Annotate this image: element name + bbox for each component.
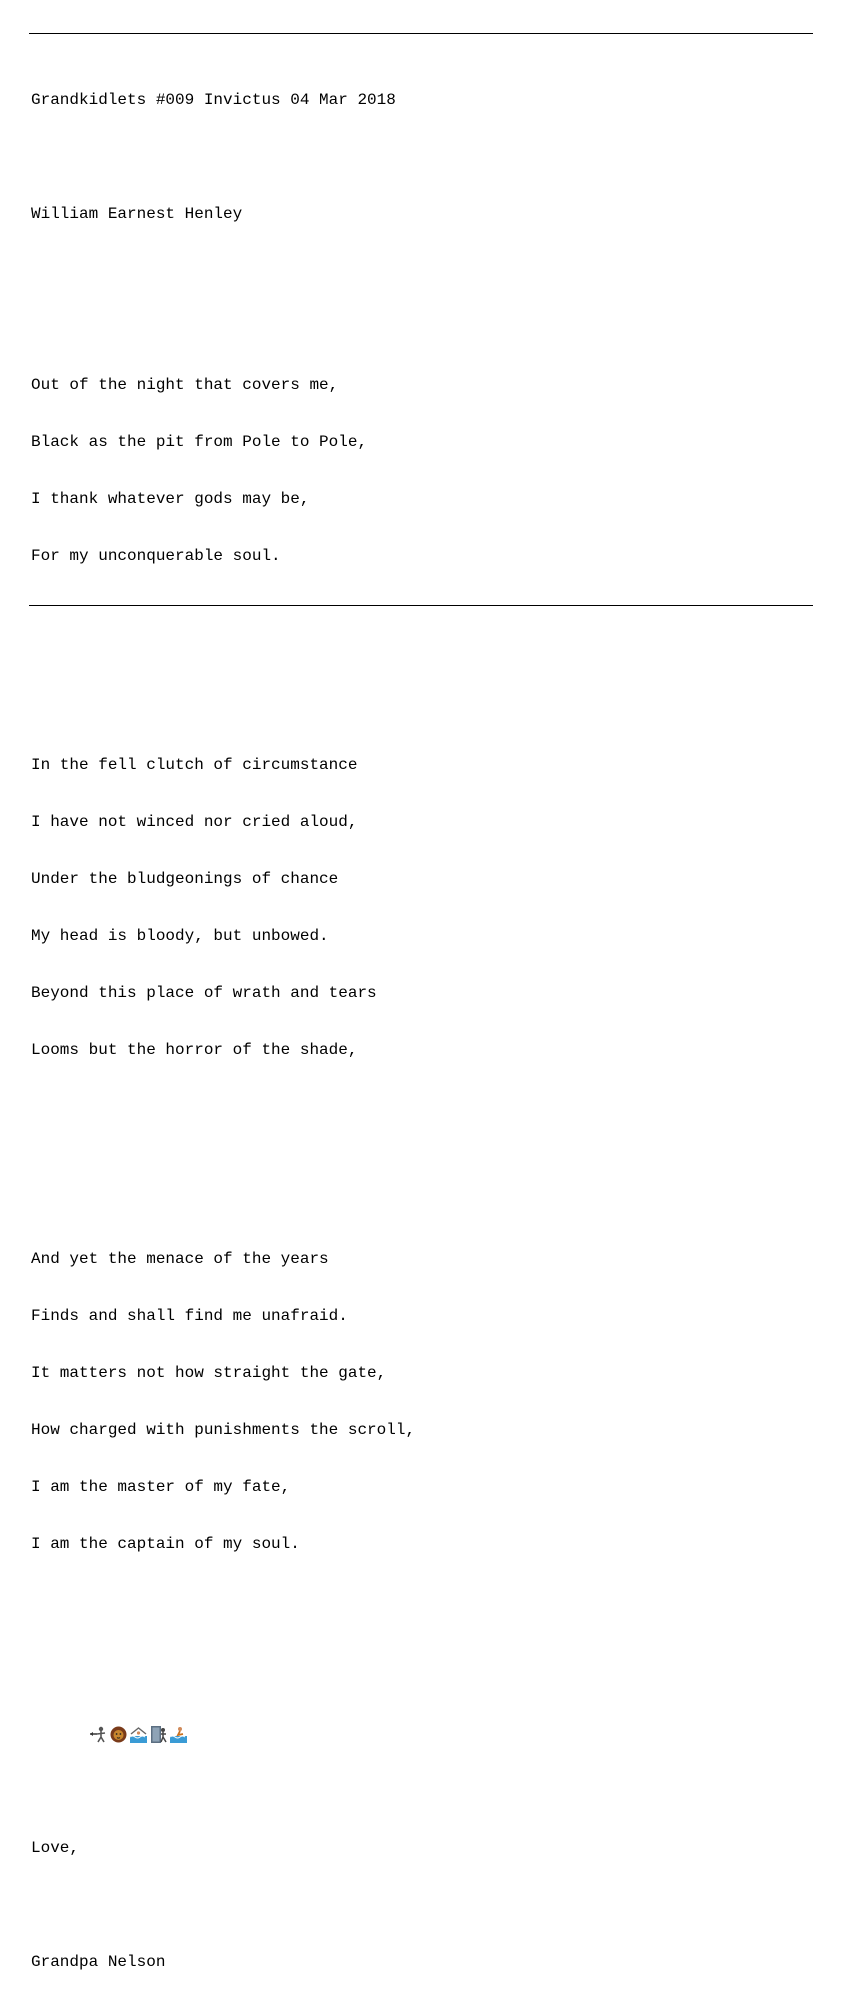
stanza-1 (31, 338, 415, 604)
poem-line: I am the master of my fate, (31, 1478, 291, 1496)
document-body (31, 53, 415, 1991)
spacer (31, 642, 415, 661)
poem-author: William Earnest Henley (31, 205, 243, 223)
top-divider (29, 33, 813, 34)
poem-line: I thank whatever gods may be, (31, 490, 310, 508)
poem-line: My head is bloody, but unbowed. (31, 927, 329, 945)
poem-line: I am the captain of my soul. (31, 1535, 300, 1553)
rescue-icon (111, 1706, 130, 1725)
door-icon (91, 1706, 110, 1725)
poem-line: In the fell clutch of circumstance (31, 756, 358, 774)
lion-icon (51, 1706, 70, 1725)
poem-line: Looms but the horror of the shade, (31, 1041, 358, 1059)
spacer (31, 148, 415, 167)
poem-line: How charged with punishments the scroll, (31, 1421, 416, 1439)
poem-line: Beyond this place of wrath and tears (31, 984, 377, 1002)
poem-line: Finds and shall find me unafraid. (31, 1307, 348, 1325)
icon-row (31, 1706, 415, 1725)
stanza-2 (31, 718, 415, 1098)
poem-line: And yet the menace of the years (31, 1250, 329, 1268)
bottom-divider (29, 605, 813, 606)
spacer (31, 1136, 415, 1155)
poem-line: Black as the pit from Pole to Pole, (31, 433, 368, 451)
poem-line: For my unconquerable soul. (31, 547, 281, 565)
poem-line: I have not winced nor cried aloud, (31, 813, 358, 831)
poem-line: Under the bludgeonings of chance (31, 870, 339, 888)
wave-icon (71, 1706, 90, 1725)
figure-icon (31, 1706, 50, 1725)
spacer (31, 262, 415, 281)
poem-line: Out of the night that covers me, (31, 376, 339, 394)
closing-salutation: Love, (31, 1839, 80, 1857)
stanza-3 (31, 1212, 415, 1592)
signature: Grandpa Nelson (31, 1953, 166, 1971)
spacer (31, 1896, 415, 1915)
spacer (31, 1630, 415, 1649)
poem-line: It matters not how straight the gate, (31, 1364, 387, 1382)
page-title: Grandkidlets #009 Invictus 04 Mar 2018 (31, 91, 396, 109)
